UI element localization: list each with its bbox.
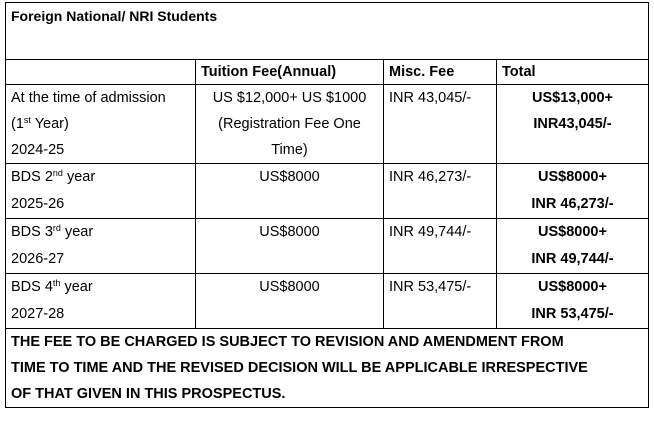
total-cell — [497, 85, 649, 164]
row-label-line: 2024-25 — [11, 142, 65, 158]
row-label-line: 2027-28 — [11, 306, 65, 322]
ordinal-suffix: nd — [52, 168, 63, 178]
row-label-text: year — [60, 279, 93, 295]
revision-notice — [6, 329, 649, 408]
row-label-text: BDS 4 — [11, 279, 53, 295]
notice-row — [6, 329, 649, 408]
table-row — [6, 274, 649, 329]
total-cell — [497, 164, 649, 219]
row-label-text: (1 — [11, 116, 24, 132]
total-cell — [497, 274, 649, 329]
title-row — [6, 3, 649, 60]
table-row — [6, 85, 649, 164]
row-label-line: 2025-26 — [11, 196, 65, 212]
row-label-text: BDS 2 — [11, 169, 53, 185]
notice-line: OF THAT GIVEN IN THIS PROSPECTUS. — [11, 386, 286, 402]
table-row — [6, 219, 649, 274]
misc-fee-cell: INR 49,744/- — [384, 219, 497, 274]
row-label-text: BDS 3 — [11, 224, 53, 240]
header-row — [6, 60, 649, 85]
row-label — [6, 85, 196, 164]
misc-fee-cell: INR 53,475/- — [384, 274, 497, 329]
total-line: INR 49,744/- — [531, 251, 614, 267]
header-total: Total — [497, 60, 649, 85]
total-line: INR43,045/- — [533, 116, 612, 132]
table-row — [6, 164, 649, 219]
row-label-line — [11, 219, 190, 246]
total-line: INR 46,273/- — [531, 196, 614, 212]
row-label — [6, 274, 196, 329]
row-label-text: year — [60, 224, 94, 240]
row-label-line — [11, 111, 190, 137]
row-label-text: year — [62, 169, 96, 185]
tuition-fee-cell: US$8000 — [196, 219, 384, 274]
row-label-line: At the time of admission — [11, 90, 166, 106]
fee-table — [5, 2, 649, 408]
ordinal-suffix: st — [23, 115, 31, 125]
row-label — [6, 164, 196, 219]
header-empty — [6, 60, 196, 85]
total-line: US$8000+ — [538, 169, 607, 185]
misc-fee-cell: INR 46,273/- — [384, 164, 497, 219]
tuition-line: Time) — [271, 142, 308, 158]
row-label-line: 2026-27 — [11, 251, 65, 267]
ordinal-suffix: rd — [52, 223, 61, 233]
row-label-line — [11, 164, 190, 191]
notice-line: TIME TO TIME AND THE REVISED DECISION WILL BE APPLICABLE IRRESPECTIVE — [11, 360, 588, 376]
total-line: US$8000+ — [538, 224, 607, 240]
row-label — [6, 219, 196, 274]
misc-fee-cell: INR 43,045/- — [384, 85, 497, 164]
tuition-fee-cell: US$8000 — [196, 274, 384, 329]
tuition-fee-cell — [196, 85, 384, 164]
total-line: INR 53,475/- — [531, 306, 614, 322]
notice-line: THE FEE TO BE CHARGED IS SUBJECT TO REVISION AND AMENDMENT FROM — [11, 334, 564, 350]
table-title: Foreign National/ NRI Students — [6, 3, 649, 60]
header-tuition-fee: Tuition Fee(Annual) — [196, 60, 384, 85]
row-label-text: Year) — [30, 116, 69, 132]
tuition-fee-cell: US$8000 — [196, 164, 384, 219]
tuition-line: US $12,000+ US $1000 — [212, 90, 367, 106]
tuition-line: (Registration Fee One — [218, 116, 361, 132]
total-cell — [497, 219, 649, 274]
ordinal-suffix: th — [52, 278, 61, 288]
total-line: US$13,000+ — [531, 90, 614, 106]
row-label-line — [11, 274, 190, 301]
header-misc-fee: Misc. Fee — [384, 60, 497, 85]
total-line: US$8000+ — [538, 279, 607, 295]
